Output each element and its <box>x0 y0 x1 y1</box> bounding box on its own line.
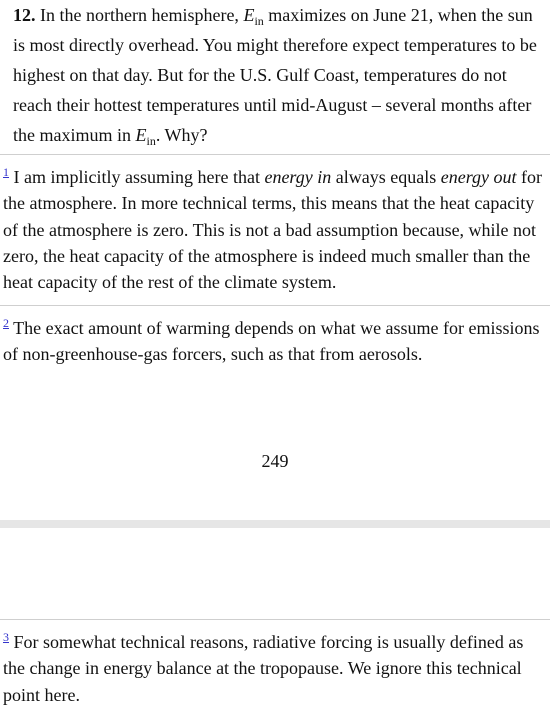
question-12 <box>13 0 543 150</box>
divider <box>0 305 550 306</box>
footnote-1-emphasis-1: energy in <box>264 167 332 187</box>
footnote-2 <box>3 315 548 368</box>
footnote-1 <box>3 164 548 295</box>
footnote-1-text-part-3: for the atmosphere. In more technical terms, this means that the heat capacity of the atmosphere is zero. This is not a bad assumption because, while not zero, the heat capacity of the atmosphere is indeed much smaller than the heat capacity of the rest of the climate system. <box>3 167 543 293</box>
footnote-1-text-part-1: I am implicitly assuming here that <box>9 167 265 187</box>
divider <box>0 154 550 155</box>
variable-subscript-in-2: in <box>146 134 156 148</box>
footnote-2-text: The exact amount of warming depends on what we assume for emissions of non-greenhouse-gas forcers, such as that from aerosols. <box>3 318 540 365</box>
footnote-link-2[interactable]: 2 <box>3 316 9 330</box>
variable-e: E <box>243 5 255 25</box>
footnote-link-1[interactable]: 1 <box>3 165 9 179</box>
variable-e-2: E <box>135 125 147 145</box>
footnote-1-text-part-2: always equals <box>331 167 441 187</box>
question-text-part-2: maximizes on June 21, when the sun is most directly overhead. You might therefore expect temperatures to be highest on that day. But for the U.S. Gulf Coast, temperatures do not reach their hottest temperatures until mid-August – several months after the maximum in <box>13 5 537 145</box>
footnote-1-emphasis-2: energy out <box>440 167 517 187</box>
page-break <box>0 520 550 528</box>
question-text-part-3: . Why? <box>155 125 208 145</box>
footnote-3 <box>3 629 548 708</box>
page-number: 249 <box>261 451 289 471</box>
variable-subscript-in: in <box>254 14 264 28</box>
footnote-link-3[interactable]: 3 <box>3 630 9 644</box>
footnote-3-text: For somewhat technical reasons, radiative forcing is usually defined as the change in energy balance at the tropopause. We ignore this technical point here. <box>3 632 524 705</box>
divider <box>0 619 550 620</box>
question-number: 12. <box>13 5 36 25</box>
question-text-part-1: In the northern hemisphere, <box>35 5 244 25</box>
